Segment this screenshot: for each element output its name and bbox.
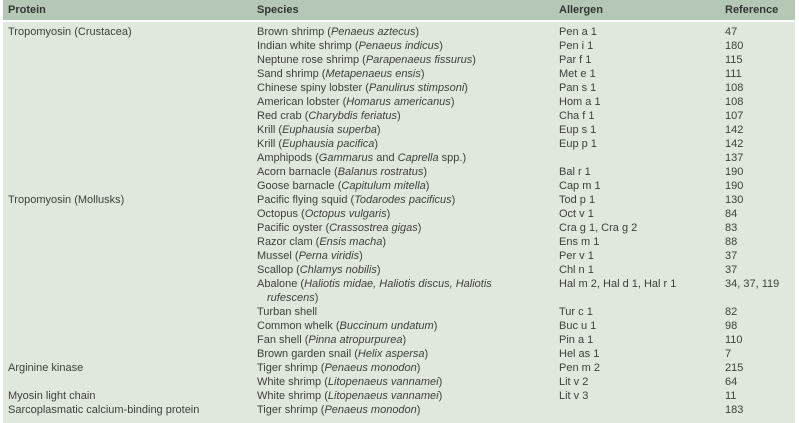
protein-cell — [3, 165, 257, 179]
species-cell — [257, 67, 559, 81]
species-common-name: Tiger shrimp ( — [257, 404, 325, 416]
reference-cell: 142 — [725, 138, 744, 150]
species-common-name: ) — [439, 40, 443, 52]
species-scientific-name: Chlamys nobilis — [299, 264, 377, 276]
species-scientific-name: Homarus americanus — [346, 96, 451, 108]
species-scientific-name: Octopus vulgaris — [304, 208, 387, 220]
species-cell — [257, 347, 559, 361]
reference-cell: 142 — [725, 124, 744, 136]
species-cell — [257, 193, 559, 207]
allergen-cell: Eup p 1 — [559, 138, 597, 150]
reference-cell: 37 — [725, 264, 738, 276]
species-scientific-name: Caprella — [397, 152, 439, 164]
reference-cell: 215 — [725, 362, 744, 374]
protein-cell — [3, 137, 257, 151]
species-common-name: White shrimp ( — [257, 376, 328, 388]
allergen-cell: Pen m 2 — [559, 362, 600, 374]
species-common-name: Abalone ( — [257, 278, 305, 290]
species-cell — [257, 137, 559, 151]
species-common-name: Sand shrimp ( — [257, 68, 326, 80]
allergen-cell: Tod p 1 — [559, 194, 596, 206]
allergen-cell: Lit v 2 — [559, 376, 589, 388]
species-common-name: ) — [438, 390, 443, 402]
allergen-cell: Oct v 1 — [559, 208, 594, 220]
protein-cell — [3, 81, 257, 95]
species-common-name: ) — [438, 376, 443, 388]
species-scientific-name: Euphausia pacifica — [282, 138, 375, 150]
species-common-name: Scallop ( — [257, 264, 300, 276]
protein-cell: Sarcoplasmatic calcium-binding protein — [8, 404, 200, 416]
header-row — [3, 0, 795, 21]
species-cell — [257, 109, 559, 123]
protein-cell — [3, 249, 257, 263]
reference-cell: 110 — [725, 334, 743, 346]
reference-cell: 34, 37, 119 — [725, 278, 780, 290]
protein-cell — [3, 347, 257, 361]
species-common-name: Indian white shrimp ( — [257, 40, 359, 52]
species-scientific-name: Metapenaeus ensis — [325, 68, 421, 80]
table-row — [3, 193, 795, 207]
column-header-protein: Protein — [3, 0, 257, 21]
species-common-name: ) — [424, 348, 429, 360]
table-row — [3, 165, 795, 179]
species-scientific-name: Parapenaeus fissurus — [365, 54, 473, 66]
species-cell — [257, 151, 559, 165]
species-cell — [257, 333, 559, 347]
allergen-cell: Lit v 3 — [559, 390, 589, 402]
reference-cell: 47 — [725, 26, 738, 38]
allergen-cell: Hel as 1 — [559, 348, 600, 360]
species-common-name: Pacific flying squid ( — [257, 194, 355, 206]
allergen-cell: Pen a 1 — [559, 26, 597, 38]
table-header — [3, 0, 795, 21]
reference-cell: 64 — [725, 376, 738, 388]
species-common-name: ) — [416, 404, 421, 416]
protein-cell — [3, 179, 257, 193]
species-cell — [257, 207, 559, 221]
allergen-cell: Bal r 1 — [559, 166, 591, 178]
column-header-species: Species — [257, 0, 559, 21]
reference-cell: 108 — [725, 96, 744, 108]
protein-cell — [3, 207, 257, 221]
species-scientific-name: Todarodes pacificus — [354, 194, 452, 206]
allergen-cell: Pin a 1 — [559, 334, 594, 346]
species-scientific-name: Penaeus monodon — [324, 362, 417, 374]
table-row — [3, 375, 795, 389]
protein-cell — [3, 67, 257, 81]
table-row — [3, 319, 795, 333]
protein-cell: Myosin light chain — [8, 390, 96, 402]
table-row — [3, 67, 795, 81]
species-cell — [257, 305, 559, 319]
species-scientific-name: Crassostrea gigas — [329, 222, 418, 234]
species-common-name: ) — [425, 180, 430, 192]
table-row — [3, 305, 795, 319]
species-scientific-name: Penaeus aztecus — [330, 26, 416, 38]
protein-cell — [3, 123, 257, 137]
species-scientific-name: Pinna atropurpurea — [308, 334, 403, 346]
table-row — [3, 235, 795, 249]
reference-cell: 88 — [725, 236, 738, 248]
reference-cell: 137 — [725, 152, 744, 164]
species-scientific-name: Gammarus — [318, 152, 374, 164]
species-common-name: ) — [472, 54, 476, 66]
species-common-name: Brown garden snail ( — [257, 348, 358, 360]
species-common-name: ) — [376, 264, 381, 276]
allergen-cell: Hal m 2, Hal d 1, Hal r 1 — [559, 278, 677, 290]
species-cell — [257, 165, 559, 179]
table-row — [3, 403, 795, 423]
species-common-name: ) — [374, 138, 379, 150]
species-common-name: Red crab ( — [257, 110, 309, 122]
species-common-name: Chinese spiny lobster ( — [257, 82, 369, 94]
table-row — [3, 179, 795, 193]
species-common-name: White shrimp ( — [257, 390, 328, 402]
table-row — [3, 109, 795, 123]
species-common-name: American lobster ( — [257, 96, 347, 108]
table-row — [3, 221, 795, 235]
reference-cell: 111 — [725, 68, 742, 80]
protein-cell: Tropomyosin (Mollusks) — [8, 194, 125, 206]
species-cell — [257, 389, 559, 403]
species-cell — [257, 81, 559, 95]
table-row — [3, 277, 795, 305]
allergen-cell: Per v 1 — [559, 250, 594, 262]
species-common-name: ) — [402, 334, 407, 346]
reference-cell: 115 — [725, 54, 743, 66]
allergen-cell: Hom a 1 — [559, 96, 601, 108]
reference-cell: 83 — [725, 222, 738, 234]
reference-cell: 108 — [725, 82, 744, 94]
protein-cell — [3, 95, 257, 109]
table-row — [3, 81, 795, 95]
species-scientific-name: Perna viridis — [298, 250, 360, 262]
species-common-name: ) — [314, 292, 319, 304]
species-common-name: ) — [423, 166, 427, 178]
species-common-name: Brown shrimp ( — [257, 26, 331, 38]
species-common-name: Neptune rose shrimp ( — [257, 54, 366, 66]
species-common-name: Mussel ( — [257, 250, 299, 262]
allergen-table — [3, 0, 795, 423]
protein-cell — [3, 263, 257, 277]
protein-cell — [3, 53, 257, 67]
protein-cell — [3, 319, 257, 333]
allergen-cell: Cha f 1 — [559, 110, 595, 122]
allergen-cell — [559, 151, 725, 165]
species-cell — [257, 53, 559, 67]
species-scientific-name: Panulirus stimpsoni — [368, 82, 465, 94]
protein-cell — [3, 235, 257, 249]
protein-cell — [3, 39, 257, 53]
allergen-cell: Pan s 1 — [559, 82, 597, 94]
table-row — [3, 347, 795, 361]
column-header-reference: Reference — [725, 0, 795, 21]
species-common-name: ) — [359, 250, 363, 262]
species-cell — [257, 277, 559, 305]
column-header-allergen: Allergen — [559, 0, 725, 21]
species-scientific-name: Penaeus monodon — [324, 404, 417, 416]
species-scientific-name: rufescens — [267, 292, 315, 304]
species-common-name: ) — [417, 222, 422, 234]
species-common-name: Acorn barnacle ( — [257, 166, 338, 178]
reference-cell: 98 — [725, 320, 738, 332]
species-common-name: Krill ( — [257, 124, 283, 136]
table-row — [3, 53, 795, 67]
protein-cell — [3, 375, 257, 389]
species-scientific-name: Capitulum mitella — [341, 180, 426, 192]
protein-cell — [3, 221, 257, 235]
species-common-name: Tiger shrimp ( — [257, 362, 325, 374]
species-common-name: ) — [433, 320, 438, 332]
allergen-cell: Ens m 1 — [559, 236, 600, 248]
species-common-name: ) — [451, 194, 456, 206]
protein-cell — [3, 305, 257, 319]
allergen-cell — [559, 403, 725, 423]
reference-cell: 11 — [725, 390, 737, 402]
table-row — [3, 151, 795, 165]
species-common-name: and — [373, 152, 398, 164]
protein-cell — [3, 151, 257, 165]
species-common-name: Krill ( — [257, 138, 283, 150]
reference-cell: 180 — [725, 40, 744, 52]
reference-cell: 7 — [725, 348, 732, 360]
species-scientific-name: Litopenaeus vannamei — [327, 376, 439, 388]
species-common-name: Common whelk ( — [257, 320, 340, 332]
species-scientific-name: Helix aspersa — [357, 348, 425, 360]
species-common-name: Octopus ( — [257, 208, 305, 220]
table-body — [3, 21, 795, 423]
protein-cell — [3, 277, 257, 305]
species-common-name: Pacific oyster ( — [257, 222, 330, 234]
species-scientific-name: Euphausia superba — [282, 124, 377, 136]
species-cell — [257, 319, 559, 333]
species-cell — [257, 361, 559, 375]
protein-cell: Tropomyosin (Crustacea) — [8, 26, 132, 38]
species-common-name: Turban shell — [257, 306, 318, 318]
species-scientific-name: Litopenaeus vannamei — [327, 390, 439, 402]
allergen-cell: Cra g 1, Cra g 2 — [559, 222, 638, 234]
allergen-cell: Tur c 1 — [559, 306, 593, 318]
species-common-name: Amphipods ( — [257, 152, 319, 164]
allergen-cell: Par f 1 — [559, 54, 592, 66]
reference-cell: 130 — [725, 194, 744, 206]
species-cell — [257, 263, 559, 277]
reference-cell: 183 — [725, 404, 744, 416]
species-common-name: Razor clam ( — [257, 236, 320, 248]
table-row — [3, 389, 795, 403]
reference-cell: 84 — [725, 208, 738, 220]
species-common-name: ) — [386, 208, 391, 220]
species-scientific-name: Charybdis feriatus — [308, 110, 398, 122]
species-common-name: ) — [382, 236, 386, 248]
reference-cell: 107 — [725, 110, 744, 122]
table-row — [3, 333, 795, 347]
species-scientific-name: Ensis macha — [319, 236, 383, 248]
species-cell — [257, 95, 559, 109]
species-cell — [257, 403, 559, 423]
species-cell — [257, 375, 559, 389]
species-common-name: ) — [450, 96, 455, 108]
table-row — [3, 123, 795, 137]
allergen-cell: Buc u 1 — [559, 320, 597, 332]
reference-cell: 190 — [725, 166, 744, 178]
species-cell — [257, 221, 559, 235]
allergen-cell: Chl n 1 — [559, 264, 594, 276]
species-common-name: ) — [416, 362, 421, 374]
table-row — [3, 95, 795, 109]
species-common-name: ) — [397, 110, 401, 122]
table-row — [3, 207, 795, 221]
species-common-name: ) — [420, 68, 425, 80]
species-cell — [257, 39, 559, 53]
allergen-cell: Cap m 1 — [559, 180, 601, 192]
reference-cell: 190 — [725, 180, 744, 192]
protein-cell — [3, 109, 257, 123]
species-scientific-name: Balanus rostratus — [337, 166, 424, 178]
species-cell — [257, 235, 559, 249]
reference-cell: 37 — [725, 250, 738, 262]
species-common-name: Fan shell ( — [257, 334, 309, 346]
species-common-name: ) — [415, 26, 420, 38]
allergen-cell: Met e 1 — [559, 68, 596, 80]
species-common-name: spp.) — [438, 152, 467, 164]
species-cell — [257, 179, 559, 193]
table-row — [3, 39, 795, 53]
species-common-name: Goose barnacle ( — [257, 180, 342, 192]
species-cell — [257, 123, 559, 137]
allergen-cell: Eup s 1 — [559, 124, 597, 136]
allergen-table-container — [3, 0, 795, 423]
table-row — [3, 137, 795, 151]
table-row — [3, 249, 795, 263]
species-cell — [257, 21, 559, 39]
allergen-cell: Pen i 1 — [559, 40, 594, 52]
protein-cell: Arginine kinase — [8, 362, 84, 374]
table-row — [3, 361, 795, 375]
species-common-name: ) — [376, 124, 381, 136]
reference-cell: 82 — [725, 306, 738, 318]
species-cell — [257, 249, 559, 263]
species-scientific-name: Penaeus indicus — [358, 40, 440, 52]
protein-cell — [3, 333, 257, 347]
species-scientific-name: Buccinum undatum — [339, 320, 434, 332]
table-row — [3, 263, 795, 277]
species-common-name: ) — [464, 82, 468, 94]
species-scientific-name: Haliotis midae, Haliotis discus, Haliotis — [304, 278, 492, 290]
table-row — [3, 21, 795, 39]
